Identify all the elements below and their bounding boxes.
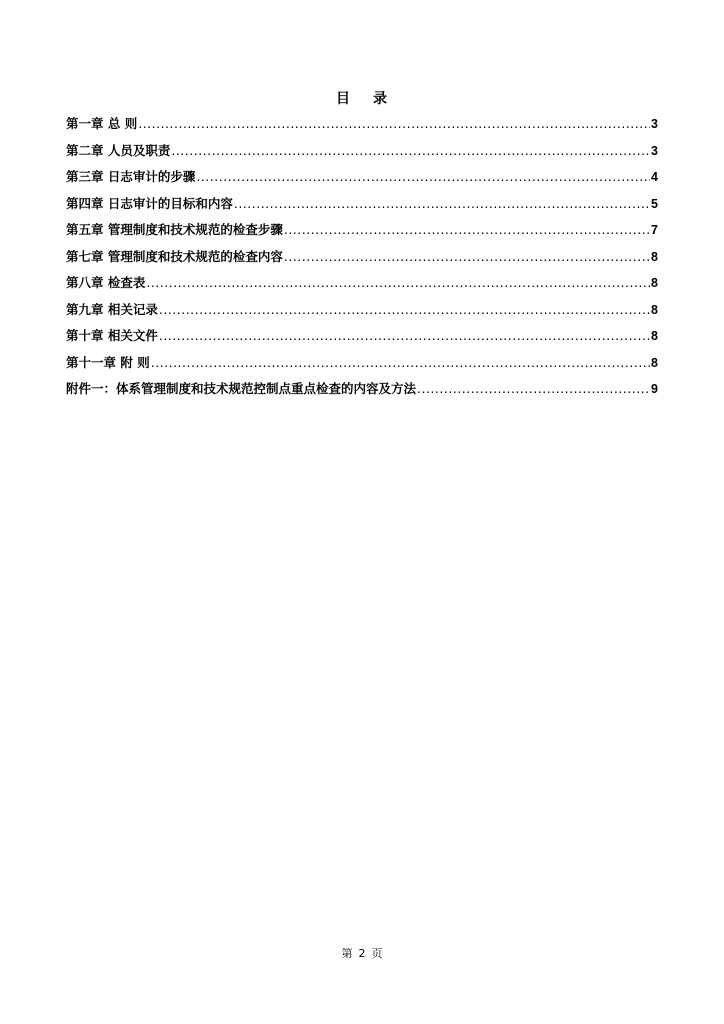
toc-leader-dots [159, 326, 650, 346]
toc-entry-label: 第十章 相关文件 [66, 328, 158, 343]
toc-entry-page: 9 [651, 382, 658, 396]
toc-entry-chapter-9[interactable] [66, 300, 658, 327]
toc-entry-label: 第十一章 附 则 [66, 354, 150, 370]
toc-entry-chapter-10[interactable] [66, 326, 658, 353]
toc-leader-dots [234, 194, 650, 214]
toc-entry-label: 第四章 日志审计的目标和内容 [66, 195, 233, 211]
toc-leader-dots [284, 220, 650, 240]
toc-entry-page: 8 [651, 276, 658, 290]
toc-leader-dots [146, 273, 650, 293]
toc-entry-label: 第三章 日志审计的步骤 [66, 169, 196, 184]
toc-entry-label: 附件一：体系管理制度和技术规范控制点重点检查的内容及方法 [66, 381, 417, 396]
toc-entry-label: 第七章 管理制度和技术规范的检查内容 [66, 248, 283, 264]
toc-entry-label: 第九章 相关记录 [66, 301, 158, 317]
toc-entry-label: 第五章 管理制度和技术规范的检查步骤 [66, 222, 283, 237]
toc-leader-dots [284, 247, 650, 267]
toc-entry-page: 5 [651, 196, 658, 211]
toc-entry-chapter-5[interactable] [66, 220, 658, 247]
toc-list [66, 114, 658, 406]
toc-entry-page: 3 [651, 143, 658, 158]
toc-entry-page: 3 [651, 117, 658, 131]
toc-leader-dots [151, 353, 650, 373]
toc-title-char-1: 目 [336, 91, 351, 107]
toc-title-char-2: 录 [373, 91, 388, 107]
toc-leader-dots [196, 167, 650, 187]
toc-entry-chapter-8[interactable] [66, 273, 658, 300]
toc-title [0, 88, 724, 108]
toc-leader-dots [417, 379, 650, 399]
footer-page-number: 2 [358, 947, 366, 960]
page-footer [0, 945, 724, 961]
footer-suffix: 页 [371, 947, 383, 960]
toc-entry-page: 8 [651, 302, 658, 317]
toc-entry-chapter-3[interactable] [66, 167, 658, 194]
toc-entry-page: 7 [651, 223, 658, 237]
toc-leader-dots [159, 300, 650, 320]
toc-entry-appendix-1[interactable] [66, 379, 658, 406]
toc-entry-chapter-11[interactable] [66, 353, 658, 380]
toc-entry-label: 第一章 总 则 [66, 116, 138, 131]
toc-entry-chapter-1[interactable] [66, 114, 658, 141]
footer-prefix: 第 [341, 947, 353, 960]
toc-entry-chapter-2[interactable] [66, 141, 658, 168]
toc-entry-page: 8 [651, 355, 658, 370]
toc-entry-label: 第二章 人员及职责 [66, 142, 171, 158]
toc-entry-chapter-4[interactable] [66, 194, 658, 221]
toc-entry-label: 第八章 检查表 [66, 275, 146, 290]
toc-entry-chapter-7[interactable] [66, 247, 658, 274]
toc-entry-page: 4 [651, 170, 658, 184]
toc-entry-page: 8 [651, 249, 658, 264]
toc-leader-dots [171, 141, 650, 161]
toc-leader-dots [138, 114, 650, 134]
toc-entry-page: 8 [651, 329, 658, 343]
